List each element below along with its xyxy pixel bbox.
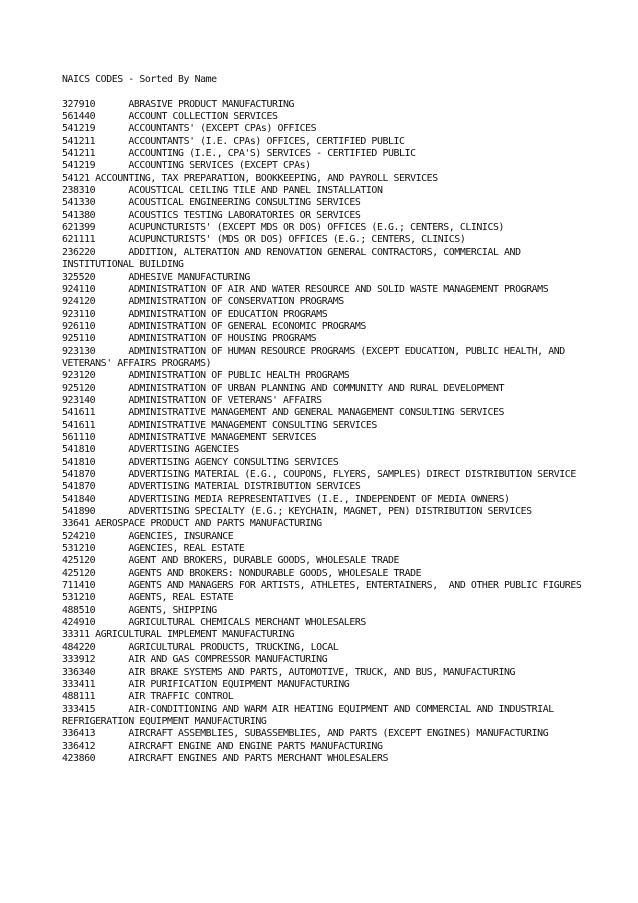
list-item	[62, 728, 582, 740]
list-item	[62, 605, 582, 617]
naics-code: 336340	[62, 666, 96, 678]
naics-code: 423860	[62, 752, 96, 764]
column-gap	[95, 185, 128, 196]
industry-name: ADMINISTRATION OF URBAN PLANNING AND COMMUNITY AND RURAL DEVELOPMENT	[128, 382, 505, 394]
industry-name: AIR TRAFFIC CONTROL	[128, 691, 234, 703]
list-item	[62, 753, 582, 765]
naics-code: 33641	[62, 518, 90, 530]
list-item	[62, 629, 582, 641]
column-gap	[95, 642, 128, 653]
list-item	[62, 420, 582, 432]
naics-code: 54121	[62, 172, 90, 184]
column-gap	[95, 543, 128, 554]
industry-name: AGRICULTURAL IMPLEMENT MANUFACTURING	[95, 629, 295, 641]
naics-code: 333912	[62, 654, 96, 666]
column-gap	[95, 704, 128, 715]
naics-code: 923130	[62, 345, 96, 357]
industry-name: AGENTS, REAL ESTATE	[128, 592, 234, 604]
column-gap	[95, 506, 128, 517]
list-item	[62, 704, 582, 729]
naics-code: 923110	[62, 308, 96, 320]
column-gap	[95, 197, 128, 208]
industry-name: AGENTS, SHIPPING	[128, 604, 217, 616]
column-gap	[95, 580, 128, 591]
list-item	[62, 667, 582, 679]
column-gap	[95, 123, 128, 134]
list-item	[62, 383, 582, 395]
column-gap	[95, 234, 128, 245]
naics-code: 236220	[62, 246, 96, 258]
list-item	[62, 123, 582, 135]
naics-code: 33311	[62, 629, 90, 641]
list-item	[62, 173, 582, 185]
industry-name: ADMINISTRATION OF CONSERVATION PROGRAMS	[128, 296, 344, 308]
column-gap	[95, 469, 128, 480]
naics-code: 541219	[62, 160, 96, 172]
column-gap	[95, 741, 128, 752]
naics-code: 541380	[62, 209, 96, 221]
industry-name: ACUPUNCTURISTS' (MDS OR DOS) OFFICES (E.G.; CENTERS, CLINICS)	[128, 234, 466, 246]
naics-code: 541870	[62, 469, 96, 480]
naics-code: 488510	[62, 604, 96, 616]
industry-name: ADMINISTRATION OF AIR AND WATER RESOURCE AND SOLID WASTE MANAGEMENT PROGRAMS	[128, 283, 549, 295]
naics-code: 541840	[62, 493, 96, 505]
column-gap	[95, 210, 128, 221]
industry-name: AIRCRAFT ASSEMBLIES, SUBASSEMBLIES, AND PARTS (EXCEPT ENGINES) MANUFACTURING	[128, 728, 549, 740]
list-item	[62, 407, 582, 419]
list-item	[62, 555, 582, 567]
column-gap	[95, 667, 128, 678]
list-item	[62, 518, 582, 530]
list-item	[62, 481, 582, 493]
industry-name: ADMINISTRATIVE MANAGEMENT SERVICES	[128, 431, 317, 443]
industry-name: ACOUSTICAL ENGINEERING CONSULTING SERVICES	[128, 197, 361, 209]
naics-code: 524210	[62, 530, 96, 542]
industry-name: AIRCRAFT ENGINES AND PARTS MERCHANT WHOLESALERS	[128, 752, 388, 764]
naics-code: 541810	[62, 456, 96, 468]
column-gap	[95, 432, 128, 443]
naics-code: 531210	[62, 592, 96, 604]
list-item	[62, 234, 582, 246]
industry-name: ACOUSTICS TESTING LABORATORIES OR SERVICES	[128, 209, 361, 221]
list-item	[62, 543, 582, 555]
naics-code: 924110	[62, 283, 96, 295]
list-item	[62, 469, 582, 481]
naics-code: 541890	[62, 506, 96, 518]
industry-name: ADMINISTRATION OF HUMAN RESOURCE PROGRAMS (EXCEPT EDUCATION, PUBLIC HEALTH, AND VETERANS' AFFAIRS PROGRAMS)	[62, 345, 571, 369]
list-item	[62, 148, 582, 160]
column-gap	[95, 111, 128, 122]
industry-name: AGENCIES, REAL ESTATE	[128, 543, 245, 555]
column-gap	[95, 99, 128, 110]
column-gap	[95, 222, 128, 233]
industry-name: ACCOUNTING, TAX PREPARATION, BOOKKEEPING, AND PAYROLL SERVICES	[95, 172, 438, 184]
list-item	[62, 457, 582, 469]
industry-name: ADVERTISING MEDIA REPRESENTATIVES (I.E., INDEPENDENT OF MEDIA OWNERS)	[128, 493, 510, 505]
naics-code: 425120	[62, 555, 96, 567]
naics-code: 621111	[62, 234, 96, 246]
industry-name: ADVERTISING SPECIALTY (E.G.; KEYCHAIN, MAGNET, PEN) DISTRIBUTION SERVICES	[128, 506, 532, 518]
naics-code: 531210	[62, 543, 96, 555]
list-item	[62, 679, 582, 691]
naics-code: 541211	[62, 135, 96, 147]
industry-name: ADVERTISING AGENCIES	[128, 444, 239, 456]
column-gap	[95, 568, 128, 579]
industry-name: AIR PURIFICATION EQUIPMENT MANUFACTURING	[128, 678, 350, 690]
list-item	[62, 531, 582, 543]
column-gap	[95, 691, 128, 702]
industry-name: ADHESIVE MANUFACTURING	[128, 271, 250, 283]
list-item	[62, 99, 582, 111]
list-item	[62, 506, 582, 518]
naics-code: 541611	[62, 419, 96, 431]
industry-name: ACCOUNTANTS' (EXCEPT CPAs) OFFICES	[128, 123, 317, 135]
list-item	[62, 444, 582, 456]
column-gap	[95, 346, 128, 357]
naics-code: 484220	[62, 641, 96, 653]
naics-code: 541211	[62, 148, 96, 160]
column-gap	[95, 728, 128, 739]
naics-code: 424910	[62, 617, 96, 629]
industry-name: ADMINISTRATION OF HOUSING PROGRAMS	[128, 333, 317, 345]
column-gap	[95, 309, 128, 320]
naics-code: 925110	[62, 333, 96, 345]
naics-code: 541330	[62, 197, 96, 209]
naics-code: 488111	[62, 691, 96, 703]
industry-name: ADVERTISING AGENCY CONSULTING SERVICES	[128, 456, 339, 468]
list-item	[62, 185, 582, 197]
list-item	[62, 654, 582, 666]
entry-list	[62, 99, 582, 766]
list-item	[62, 395, 582, 407]
industry-name: ADMINISTRATIVE MANAGEMENT AND GENERAL MANAGEMENT CONSULTING SERVICES	[128, 407, 505, 419]
industry-name: AGRICULTURAL CHEMICALS MERCHANT WHOLESALERS	[128, 617, 366, 629]
column-gap	[95, 395, 128, 406]
column-gap	[95, 407, 128, 418]
column-gap	[95, 247, 128, 258]
column-gap	[95, 333, 128, 344]
naics-code: 333411	[62, 678, 96, 690]
industry-name: AGENTS AND MANAGERS FOR ARTISTS, ATHLETES, ENTERTAINERS, AND OTHER PUBLIC FIGURES	[128, 580, 582, 592]
naics-code: 926110	[62, 320, 96, 332]
industry-name: ACCOUNTING (I.E., CPA'S) SERVICES - CERTIFIED PUBLIC	[128, 148, 416, 160]
naics-code: 561110	[62, 431, 96, 443]
list-item	[62, 568, 582, 580]
naics-code: 541611	[62, 407, 96, 419]
industry-name: ADMINISTRATIVE MANAGEMENT CONSULTING SERVICES	[128, 419, 377, 431]
naics-code: 541870	[62, 481, 96, 493]
column-gap	[95, 284, 128, 295]
column-gap	[95, 383, 128, 394]
list-item	[62, 247, 582, 272]
list-item	[62, 222, 582, 234]
industry-name: ACOUSTICAL CEILING TILE AND PANEL INSTALLATION	[128, 185, 383, 197]
industry-name: ABRASIVE PRODUCT MANUFACTURING	[128, 98, 295, 110]
naics-code: 327910	[62, 98, 96, 110]
industry-name: AGENT AND BROKERS, DURABLE GOODS, WHOLESALE TRADE	[128, 555, 400, 567]
list-item	[62, 333, 582, 345]
industry-name: ADDITION, ALTERATION AND RENOVATION GENERAL CONTRACTORS, COMMERCIAL AND INSTITUTIONAL BUILDING	[62, 246, 527, 271]
column-gap	[95, 272, 128, 283]
column-gap	[95, 592, 128, 603]
list-item	[62, 370, 582, 382]
naics-listing	[62, 74, 582, 765]
naics-code: 336412	[62, 740, 96, 752]
naics-code: 325520	[62, 271, 96, 283]
industry-name: AGRICULTURAL PRODUCTS, TRUCKING, LOCAL	[128, 641, 339, 653]
naics-code: 621399	[62, 222, 96, 234]
list-item	[62, 136, 582, 148]
column-gap	[95, 753, 128, 764]
industry-name: AIR BRAKE SYSTEMS AND PARTS, AUTOMOTIVE, TRUCK, AND BUS, MANUFACTURING	[128, 666, 516, 678]
naics-code: 924120	[62, 296, 96, 308]
industry-name: ACCOUNTANTS' (I.E. CPAs) OFFICES, CERTIFIED PUBLIC	[128, 135, 405, 147]
naics-code: 925120	[62, 382, 96, 394]
list-item	[62, 160, 582, 172]
naics-code: 541810	[62, 444, 96, 456]
column-gap	[95, 321, 128, 332]
list-item	[62, 284, 582, 296]
industry-name: ADMINISTRATION OF PUBLIC HEALTH PROGRAMS	[128, 370, 350, 382]
list-item	[62, 309, 582, 321]
column-gap	[95, 160, 128, 171]
list-item	[62, 346, 582, 371]
list-item	[62, 642, 582, 654]
column-gap	[95, 136, 128, 147]
document-title: NAICS CODES - Sorted By Name	[62, 74, 217, 85]
industry-name: ADVERTISING MATERIAL DISTRIBUTION SERVICES	[128, 481, 361, 493]
industry-name: AIR AND GAS COMPRESSOR MANUFACTURING	[128, 654, 328, 666]
column-gap	[95, 494, 128, 505]
column-gap	[95, 420, 128, 431]
naics-code: 541219	[62, 123, 96, 135]
column-gap	[95, 457, 128, 468]
naics-code: 923140	[62, 394, 96, 406]
industry-name: ACUPUNCTURISTS' (EXCEPT MDS OR DOS) OFFICES (E.G.; CENTERS, CLINICS)	[128, 222, 505, 234]
naics-code: 923120	[62, 370, 96, 382]
list-item	[62, 272, 582, 284]
list-item	[62, 296, 582, 308]
list-item	[62, 111, 582, 123]
naics-code: 561440	[62, 111, 96, 123]
list-item	[62, 592, 582, 604]
list-item	[62, 580, 582, 592]
column-gap	[95, 679, 128, 690]
column-gap	[95, 481, 128, 492]
industry-name: ACCOUNTING SERVICES (EXCEPT CPAs)	[128, 160, 311, 172]
industry-name: AIR-CONDITIONING AND WARM AIR HEATING EQUIPMENT AND COMMERCIAL AND INDUSTRIAL REFRIGERATION EQUIPMENT MANUFACTURING	[62, 703, 560, 727]
list-item	[62, 197, 582, 209]
naics-code: 238310	[62, 185, 96, 197]
list-item	[62, 321, 582, 333]
industry-name: ADVERTISING MATERIAL (E.G., COUPONS, FLYERS, SAMPLES) DIRECT DISTRIBUTION SERVICE	[128, 469, 576, 480]
industry-name: ADMINISTRATION OF GENERAL ECONOMIC PROGRAMS	[128, 320, 366, 332]
industry-name: AEROSPACE PRODUCT AND PARTS MANUFACTURING	[95, 518, 322, 530]
column-gap	[95, 531, 128, 542]
industry-name: ADMINISTRATION OF EDUCATION PROGRAMS	[128, 308, 328, 320]
list-item	[62, 210, 582, 222]
list-item	[62, 741, 582, 753]
list-item	[62, 432, 582, 444]
industry-name: ADMINISTRATION OF VETERANS' AFFAIRS	[128, 394, 322, 406]
column-gap	[95, 370, 128, 381]
list-item	[62, 494, 582, 506]
naics-code: 336413	[62, 728, 96, 740]
industry-name: ACCOUNT COLLECTION SERVICES	[128, 111, 278, 123]
column-gap	[95, 605, 128, 616]
column-gap	[95, 148, 128, 159]
column-gap	[95, 296, 128, 307]
naics-code: 425120	[62, 567, 96, 579]
column-gap	[95, 654, 128, 665]
column-gap	[95, 617, 128, 628]
list-item	[62, 617, 582, 629]
industry-name: AGENCIES, INSURANCE	[128, 530, 234, 542]
naics-code: 333415	[62, 703, 96, 715]
column-gap	[95, 444, 128, 455]
column-gap	[95, 555, 128, 566]
industry-name: AIRCRAFT ENGINE AND ENGINE PARTS MANUFACTURING	[128, 740, 383, 752]
list-item	[62, 691, 582, 703]
naics-code: 711410	[62, 580, 96, 592]
industry-name: AGENTS AND BROKERS: NONDURABLE GOODS, WHOLESALE TRADE	[128, 567, 422, 579]
